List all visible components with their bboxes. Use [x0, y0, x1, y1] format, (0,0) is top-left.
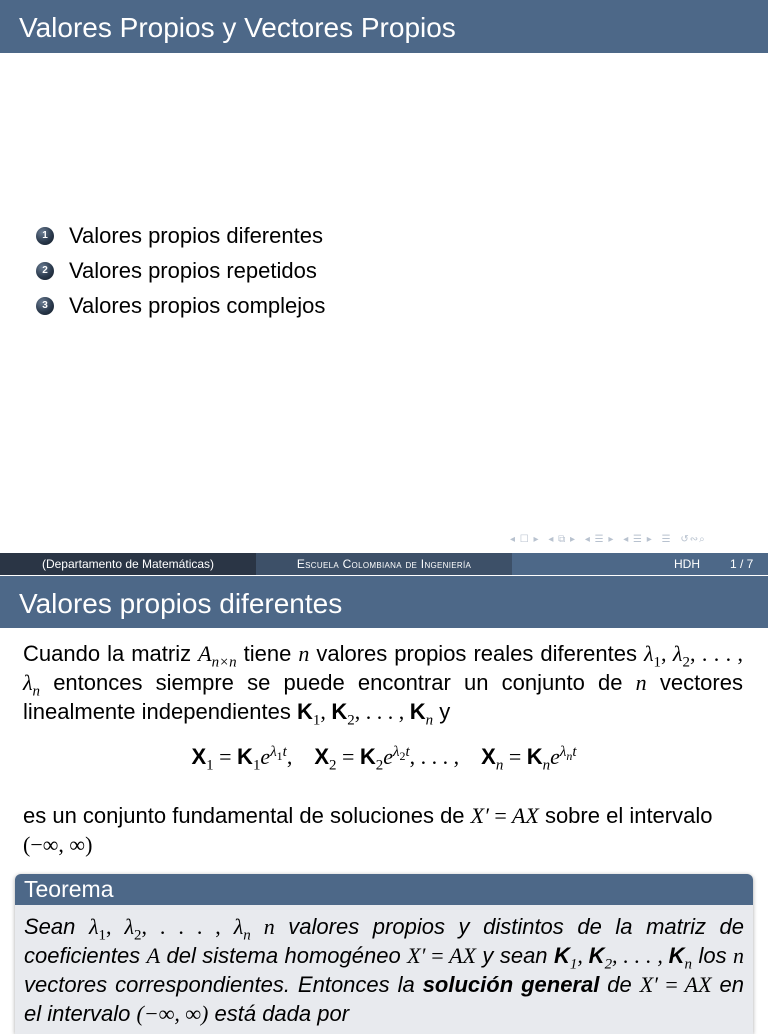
nav-toc-icon[interactable]: ☰ [661, 534, 672, 545]
toc-item[interactable] [36, 218, 325, 253]
nav-subsection-list-icon[interactable]: ◂ ☰ ▸ [623, 534, 653, 545]
nav-section-icon[interactable]: ◂ ☰ ▸ [584, 534, 615, 545]
slide2-title: Valores propios diferentes [0, 576, 768, 628]
footer-page-number: 1 / 7 [730, 557, 754, 571]
slide1-title: Valores Propios y Vectores Propios [0, 0, 768, 53]
navigation-symbols [510, 534, 768, 550]
toc-item-label: Valores propios repetidos [69, 257, 317, 283]
toc-item-label: Valores propios diferentes [69, 222, 323, 248]
nav-search-icon[interactable]: ↺∾⌕ [680, 534, 706, 545]
nav-subsection-icon[interactable]: ◂ ⧉ ▸ [548, 534, 577, 545]
toc-item[interactable] [36, 288, 325, 323]
nav-frame-icon[interactable]: ◂ ☐ ▸ [510, 534, 540, 545]
numbered-bullet-icon: 2 [36, 262, 54, 280]
toc-item[interactable] [36, 253, 325, 288]
theorem-block [15, 874, 753, 1034]
table-of-contents [36, 218, 325, 323]
theorem-title: Teorema [15, 874, 753, 905]
numbered-bullet-icon: 1 [36, 227, 54, 245]
footer-school: Escuela Colombiana de Ingeniería [256, 553, 512, 575]
numbered-bullet-icon: 3 [36, 297, 54, 315]
solution-equations: $X_1 = K_1e^{\lambda_1t}$, $X_2 = K_2e^{\lambda_2t}$, . . . , $X_n = K_ne^{\lambda_nt}$ [191, 743, 577, 774]
toc-item-label: Valores propios complejos [69, 292, 326, 318]
footer-bar [0, 553, 768, 575]
emphasis-text: solución general [422, 972, 600, 997]
intro-paragraph: Cuando la matriz $A_{n\times n}$ tiene n valores propios reales diferentes $\lambda_1$, $\lambda_2$, . . . , $\lambda_n$ entonces siempre se puede encontrar un conjunto de n vectores linealmente independientes $K_1$, $K_2$, . . . , $K_n$ y [23, 641, 744, 729]
footer-author: HDH [674, 557, 700, 571]
footer-right [512, 553, 768, 575]
theorem-body: Sean $\lambda_1$, $\lambda_2$, . . . , $\lambda_n$ n valores propios y distintos de la matriz de coeficientes A del sistema homogéneo X′ = AX y sean $K_1$, $K_2$, . . . , $K_n$ los n vectores correspondientes. Entonces la solución general de X′ = AX en el intervalo (−∞, ∞) está dada por [24, 914, 745, 1026]
fundamental-set-paragraph: es un conjunto fundamental de soluciones de X′ = AX sobre el intervalo (−∞, ∞) [23, 803, 713, 857]
footer-department: (Departamento de Matemáticas) [0, 553, 256, 575]
